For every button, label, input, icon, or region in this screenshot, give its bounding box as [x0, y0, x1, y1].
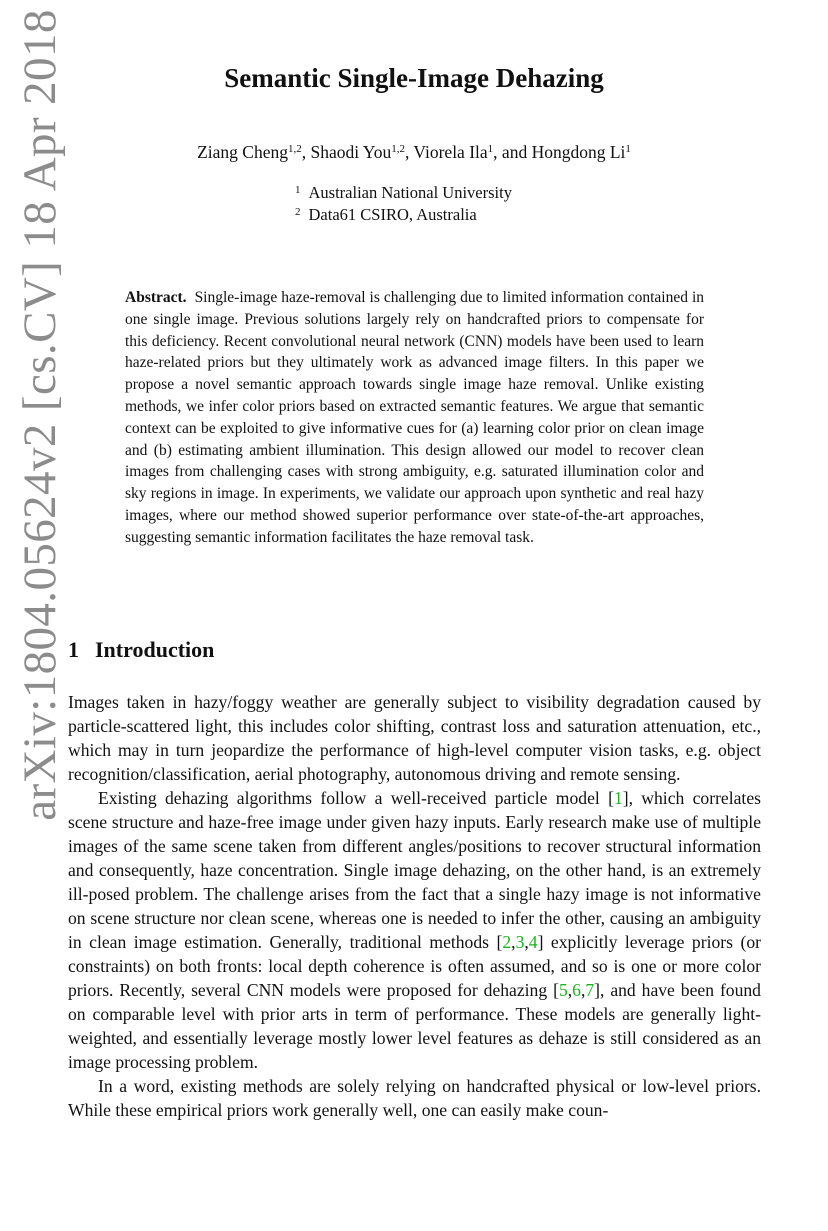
abstract — [125, 287, 704, 549]
section-heading — [68, 637, 214, 663]
abstract-label: Abstract. — [125, 289, 187, 306]
paragraph: Images taken in hazy/foggy weather are generally subject to visibility degradation caused by particle-scattered light, this includes color shifting, contrast loss and saturation attenuation, etc., which may in turn jeopardize the performance of high-level computer vision tasks, e.g. object recognition/classification, aerial photography, autonomous driving and remote sensing. — [68, 692, 761, 784]
citation-link[interactable]: 6 — [572, 980, 581, 1000]
author-name: Hongdong Li — [531, 142, 626, 162]
author-name: Shaodi You — [310, 142, 392, 162]
citation-link[interactable]: 5 — [558, 980, 568, 1000]
affiliation — [295, 204, 512, 226]
affiliation-mark: 2 — [295, 206, 301, 218]
author-affiliation-mark: 1,2 — [391, 143, 405, 155]
citation-link[interactable]: 1 — [613, 788, 623, 808]
citation-link[interactable]: 3 — [515, 932, 525, 952]
body-text — [68, 690, 761, 1122]
citation-link[interactable]: 2 — [502, 932, 512, 952]
affiliation-text: Data61 CSIRO, Australia — [308, 205, 477, 224]
affiliation-mark: 1 — [295, 184, 301, 196]
paragraph: In a word, existing methods are solely relying on handcrafted physical or low-level priors. While these empirical priors work generally well, one can easily make coun- — [68, 1076, 761, 1120]
author-affiliation-mark: 1,2 — [287, 143, 302, 155]
author-name: Ziang Cheng — [197, 142, 288, 162]
paper-title: Semantic Single-Image Dehazing — [224, 63, 604, 93]
affiliation-text: Australian National University — [308, 183, 512, 202]
author-affiliation-mark: 1 — [625, 143, 631, 155]
arxiv-identifier-stamp: arXiv:1804.05624v2 [cs.CV] 18 Apr 2018 — [14, 9, 66, 821]
citation-link[interactable]: 4 — [528, 932, 538, 952]
affiliation-list — [295, 182, 512, 226]
affiliation — [295, 182, 512, 204]
section-number: 1 — [68, 637, 79, 662]
abstract-text: Single-image haze-removal is challenging due to limited information contained in one single image. Previous solutions largely rely on handcrafted priors to compensate for this deficiency. Recent convolutional neural network (CNN) models have been used to learn haze-related priors but they ultimately work as advanced image filters. In this paper we propose a novel semantic approach towards single image haze removal. Unlike existing methods, we infer color priors based on extracted semantic features. We argue that semantic context can be exploited to give informative cues for (a) learning color prior on clean image and (b) estimating ambient illumination. This design allowed our model to recover clean images from challenging cases with strong ambiguity, e.g. saturated illumination color and sky regions in image. In experiments, we validate our approach upon synthetic and real hazy images, where our method showed superior performance over state-of-the-art approaches, suggesting semantic information facilitates the haze removal task. — [125, 289, 704, 546]
author-name: Viorela Ila — [413, 142, 488, 162]
section-title: Introduction — [95, 637, 215, 662]
paragraph: Existing dehazing algorithms follow a well-received particle model [1], which correlates scene structure and haze-free image under given hazy inputs. Early research make use of multiple images of the same scene taken from different angles/positions to recover structural information and consequently, haze concentration. Single image dehazing, on the other hand, is an extremely ill-posed problem. The challenge arises from the fact that a single hazy image is not informative on scene structure nor clean scene, whereas one is needed to infer the other, causing an ambiguity in clean image estimation. Generally, traditional methods [2,3,4] explicitly leverage priors (or constraints) on both fronts: local depth coherence is often assumed, and so is one or more color priors. Recently, several CNN models were proposed for dehazing [5,6,7], and have been found on comparable level with prior arts in term of performance. These models are generally light-weighted, and essentially leverage mostly lower level features as dehaze is still considered as an image processing problem. — [68, 788, 761, 1072]
author-list: Ziang Cheng$^{1,2}$, Shaodi You$^{1,2}$, Viorela Ila$^1$, and Hongdong Li$^1$ — [197, 142, 631, 162]
citation-link[interactable]: 7 — [585, 980, 595, 1000]
author-affiliation-mark: 1 — [487, 143, 494, 155]
